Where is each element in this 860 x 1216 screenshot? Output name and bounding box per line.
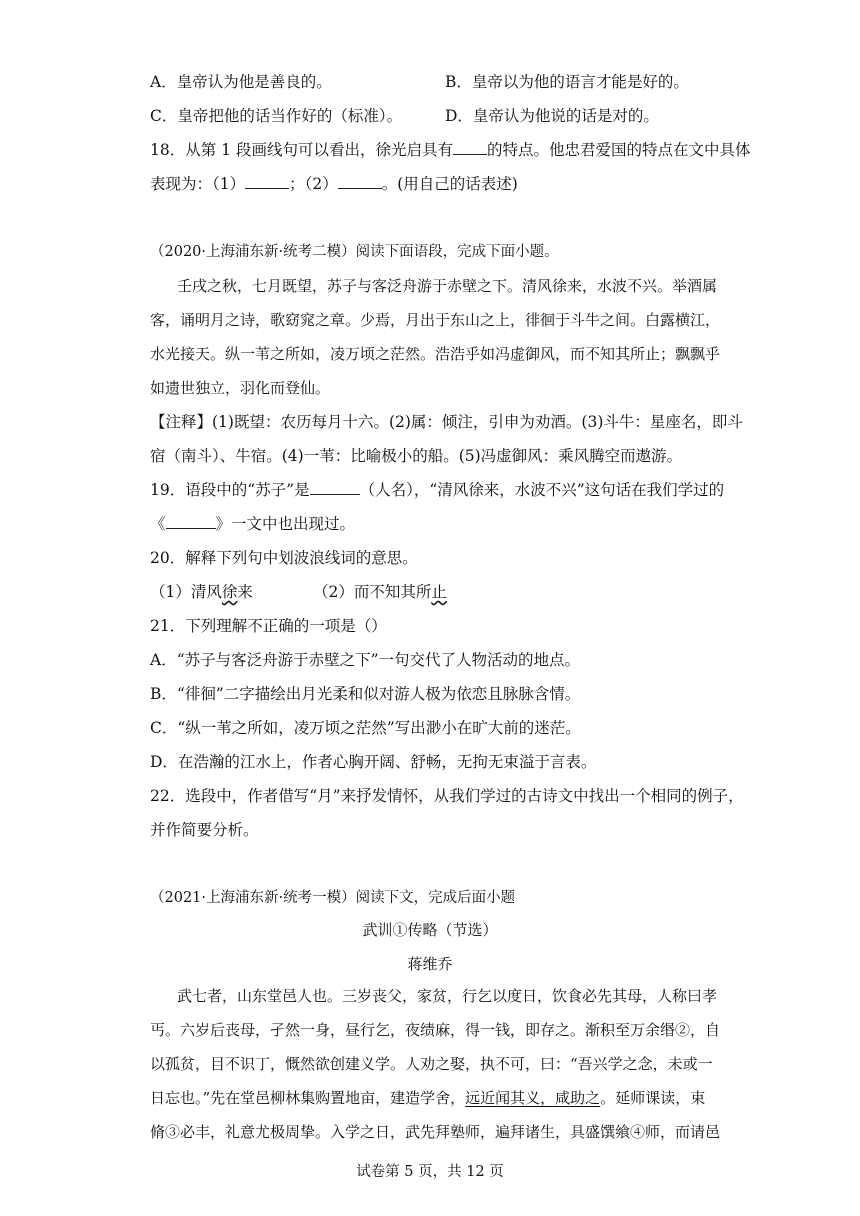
- q18-blank-1[interactable]: [245, 174, 289, 189]
- q19-text-d: 》一文中也出现过。: [215, 515, 356, 533]
- q20-item1-word: 徐: [221, 583, 238, 601]
- section3-passage-seg: 。延师课读，束: [600, 1089, 706, 1107]
- q18-line2: [150, 174, 518, 194]
- q20-item1-pre: （1）清风: [150, 583, 222, 601]
- q20-stem: 20．解释下列句中划波浪线词的意思。: [150, 549, 418, 567]
- section3-passage-line: 脩③必丰，礼意尤极周挚。入学之日，武先拜塾师，遍拜诸生，具盛馔飨④师，而请邑: [150, 1123, 721, 1141]
- q18-blank-2[interactable]: [338, 174, 382, 189]
- q17-option-c: C．皇帝把他的话当作好的（标准）。: [150, 107, 403, 125]
- q19-line2: [150, 514, 355, 534]
- section2-passage-line: 如遗世独立，羽化而登仙。: [150, 379, 331, 397]
- page-footer: 试卷第 5 页，共 12 页: [356, 1164, 504, 1180]
- section3-passage-line: 丐。六岁后丧母，孑然一身，昼行乞，夜绩麻，得一钱，即存之。渐积至万余缗②，自: [150, 1021, 721, 1039]
- q20-item2-pre: （2）而不知其所: [313, 583, 432, 601]
- section2-notes-line: 宿（南斗）、牛宿。(4)一苇：比喻极小的船。(5)冯虚御风：乘风腾空而遨游。: [150, 447, 683, 465]
- q18-line1: [150, 140, 750, 160]
- q19-line1: [150, 480, 724, 500]
- section2-source: （2020·上海浦东新·统考二模）阅读下面语段，完成下面小题。: [150, 244, 559, 260]
- q19-text-b: （人名），“清风徐来，水波不兴”这句话在我们学过的: [359, 481, 725, 499]
- q20-item-1: [150, 582, 253, 602]
- section2-passage-line: 壬戌之秋，七月既望，苏子与客泛舟游于赤壁之下。清风徐来，水波不兴。举酒属: [177, 277, 718, 295]
- q18-text-e: 。(用自己的话表述): [381, 175, 518, 193]
- section3-passage-line: 武七者，山东堂邑人也。三岁丧父，家贫，行乞以度日，饮食必先其母，人称曰孝: [177, 987, 718, 1005]
- section2-notes-line: 【注释】(1)既望：农历每月十六。(2)属：倾注，引申为劝酒。(3)斗牛：星座名，即斗: [150, 413, 743, 431]
- section3-source: （2021·上海浦东新·统考一模）阅读下文，完成后面小题: [150, 890, 516, 906]
- section3-title: 武训①传略（节选）: [362, 921, 498, 939]
- q21-stem: 21．下列理解不正确的一项是（）: [150, 617, 387, 635]
- q22-line: 并作简要分析。: [150, 821, 259, 839]
- section3-author: 蒋维乔: [407, 955, 453, 973]
- q19-text-a: 19．语段中的“苏子”是: [150, 481, 310, 499]
- section2-passage-line: 水光接天。纵一苇之所如，凌万顷之茫然。浩浩乎如冯虚御风，而不知其所止；飘飘乎: [150, 345, 721, 363]
- q18-text-a: 18．从第 1 段画线句可以看出，徐光启具有: [150, 141, 453, 159]
- section3-passage-line: 以孤贫，目不识丁，慨然欲创建义学。人劝之娶，执不可，曰：“吾兴学之念，未或一: [150, 1055, 713, 1073]
- section3-passage-line: [150, 1088, 705, 1108]
- q20-item2-word: 止: [431, 583, 447, 601]
- q19-text-c: 《: [150, 515, 166, 533]
- q17-option-a: A．皇帝认为他是善良的。: [150, 73, 332, 91]
- q21-option-d: D．在浩瀚的江水上，作者心胸开阔、舒畅，无拘无束溢于言表。: [150, 753, 597, 771]
- q18-text-c: 表现为：（1）: [150, 175, 246, 193]
- q21-option-a: A．“苏子与客泛舟游于赤壁之下”一句交代了人物活动的地点。: [150, 651, 581, 669]
- section3-underlined-sentence: 远近闻其义，咸助之: [465, 1089, 601, 1107]
- q19-blank-name[interactable]: [310, 480, 360, 495]
- q18-text-d: ；（2）: [289, 175, 338, 193]
- q17-option-b: B．皇帝以为他的语言才能是好的。: [445, 73, 689, 91]
- section2-passage-line: 客，诵明月之诗，歌窈窕之章。少焉，月出于东山之上，徘徊于斗牛之间。白露横江，: [150, 311, 721, 329]
- section3-passage-seg: 日忘也。”先在堂邑柳林集购置地亩，建造学舍，: [150, 1089, 466, 1107]
- q18-text-b: 的特点。他忠君爱国的特点在文中具体: [486, 141, 751, 159]
- q20-item-2: [313, 582, 447, 602]
- q22-line: 22．选段中，作者借写“月”来抒发情怀，从我们学过的古诗文中找出一个相同的例子，: [150, 787, 744, 805]
- q20-item1-post: 来: [237, 583, 253, 601]
- q19-blank-title[interactable]: [166, 514, 216, 529]
- q21-option-c: C．“纵一苇之所如，凌万顷之茫然”写出渺小在旷大前的迷茫。: [150, 719, 581, 737]
- q17-option-d: D．皇帝认为他说的话是对的。: [445, 107, 659, 125]
- q21-option-b: B．“徘徊”二字描绘出月光柔和似对游人极为依恋且脉脉含情。: [150, 685, 581, 703]
- q18-blank-trait[interactable]: [453, 140, 487, 155]
